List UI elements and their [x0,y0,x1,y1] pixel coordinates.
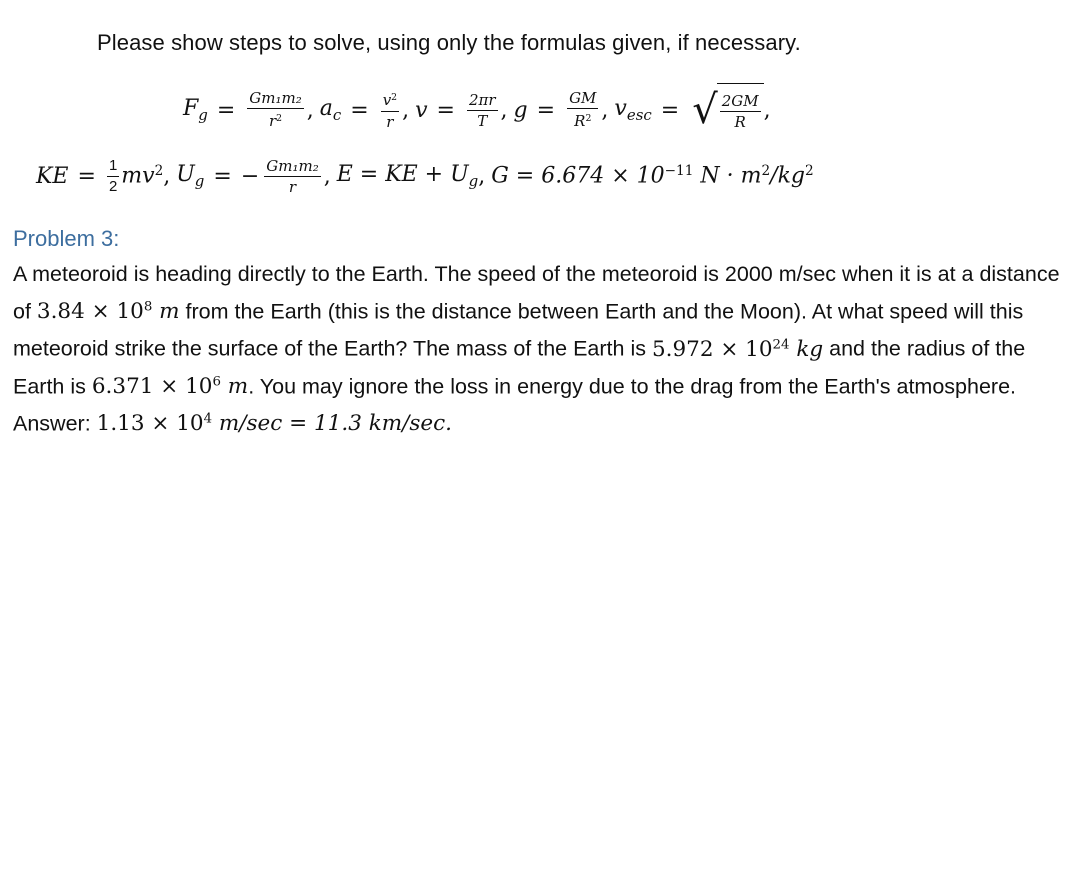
ug-fraction: $\frac{\text{Gm₁m₂}}{r}$ [266,156,319,196]
v-fraction: $\frac{2\pi r}{T}$ [468,90,496,130]
energy-equation: E = KE + $U_g$ [336,161,479,191]
problem-title: Problem 3: [13,226,120,251]
ac-fraction: $\frac{v^2}{r}$ [382,91,398,131]
fg-fraction: $\frac{\text{Gm₁m₂}}{r^2}$ [249,89,302,131]
formula-row-1: $F_g$ = $\frac{\text{Gm₁m₂}}{r^2}$ , $a_c$ = $\frac{v^2}{r}$ , v = $\frac{2\pi r}{T}$ , g = $\frac{GM}{R^2}$ , $v_{esc}$ = √ $\frac{2GM}{R}$ , [183,78,777,142]
formula-row-2: KE = $\frac{1}{2}$ $mv^2$ , $U_g$ = − $\frac{\text{Gm₁m₂}}{r}$ , E = KE + $U_g$ , $G = 6.674 \times 10^{-11}$ $N \cdot m^2/kg^2$ [36,156,814,196]
g-symbol: g [513,97,528,123]
distance-value: $3.84 \times 10^8$ m [36,299,180,325]
vesc-symbol: $v_{esc}$ [614,95,652,125]
answer-line: Answer: $1.13 \times 10^4$ m/sec = 11.3 km/sec. [13,411,452,437]
radius-value: $6.371 \times 10^6$ m [91,373,249,399]
ke-half-fraction: $\frac{1}{2}$ [108,156,118,195]
ac-symbol: $a_c$ [319,95,342,125]
v-symbol: v [415,97,428,123]
ke-symbol: KE [36,163,69,189]
fg-symbol: $F_g$ [183,95,208,125]
vesc-sqrt: √ $\frac{2GM}{R}$ [692,83,763,137]
g-fraction: $\frac{GM}{R^2}$ [569,89,597,131]
gravitational-constant: $G = 6.674 \times 10^{-11}$ $N \cdot m^2/kg^2$ [491,163,814,189]
instructions-text: Please show steps to solve, using only the formulas given, if necessary. [97,30,801,55]
ug-symbol: $U_g$ [176,161,205,191]
mass-value: $5.972 \times 10^{24}$ kg [651,336,824,362]
problem-body [13,258,1063,440]
problem-statement: A meteoroid is heading directly to the Earth. The speed of the meteoroid is 2000 m/sec when it is at a distance of $3.84 \times 10^8$ m from the Earth (this is the distance between Earth and the Moon). At what speed will this meteoroid strike the surface of the Earth? The mass of the Earth is $5.972 \times 10^{24}$ kg and the radius of the Earth is $6.371 \times 10^6$ m. You may ignore the loss in energy due to the drag from the Earth's atmosphere. [13,262,1060,399]
